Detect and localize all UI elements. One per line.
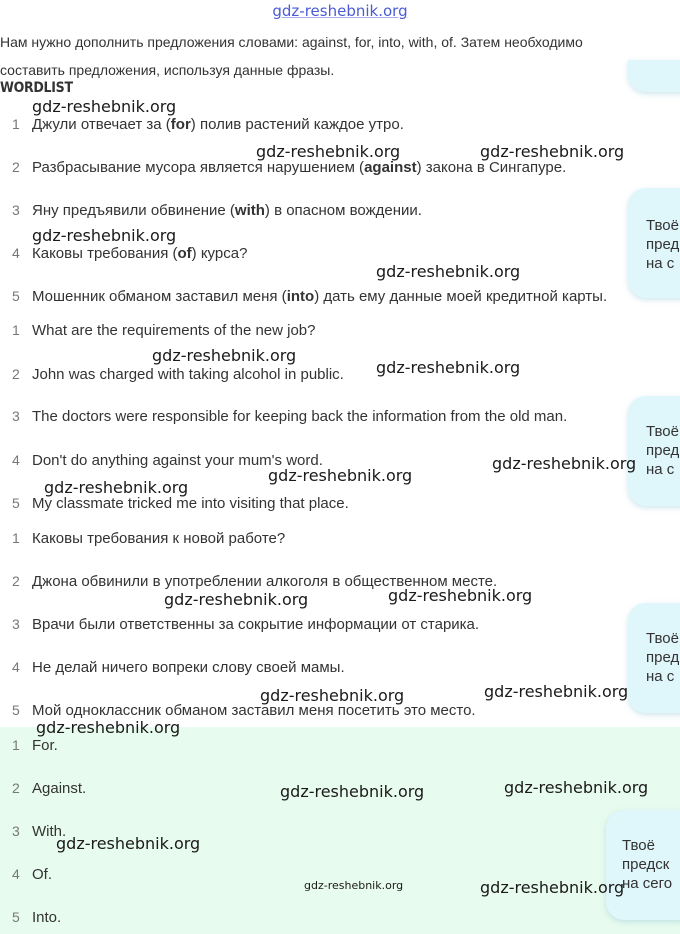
watermark: gdz-reshebnik.org	[480, 142, 625, 161]
item-text: Into.	[32, 909, 62, 926]
watermark: gdz-reshebnik.org	[152, 346, 297, 365]
list-item	[0, 530, 680, 552]
item-text: Джона обвинили в употреблении алкоголя в общественном месте.	[32, 573, 498, 590]
item-text: Не делай ничего вопреки слову своей мамы.	[32, 659, 345, 676]
item-text: Мой одноклассник обманом заставил меня посетить это место.	[32, 702, 476, 719]
watermark: gdz-reshebnik.org	[268, 466, 413, 485]
list-item	[0, 245, 680, 267]
list-item	[0, 495, 680, 517]
item-number: 3	[12, 408, 20, 424]
list-item	[0, 737, 680, 759]
item-number: 5	[12, 495, 20, 511]
list-item	[0, 823, 680, 845]
inserted-word: of	[177, 245, 192, 262]
item-text: Каковы требования к новой работе?	[32, 530, 286, 547]
list-item	[0, 288, 680, 310]
chat-bubble[interactable]: Твоё пред на с	[628, 603, 680, 713]
item-text: John was charged with taking alcohol in public.	[32, 366, 344, 383]
item-text: What are the requirements of the new job?	[32, 322, 316, 339]
list-item	[0, 780, 680, 802]
wordlist-heading: WORDLIST	[0, 80, 73, 96]
watermark: gdz-reshebnik.org	[44, 478, 189, 497]
list-item	[0, 159, 680, 181]
chat-bubble[interactable]: Твоё пред на с	[628, 188, 680, 298]
list-item	[0, 702, 680, 724]
list-item	[0, 202, 680, 224]
inserted-word: for	[170, 116, 191, 133]
list-item	[0, 452, 680, 474]
item-number: 5	[12, 909, 20, 925]
item-number: 2	[12, 780, 20, 796]
list-item	[0, 909, 680, 931]
item-number: 3	[12, 823, 20, 839]
list-item	[0, 573, 680, 595]
inserted-word: against	[364, 159, 417, 176]
item-text: The doctors were responsible for keeping back the information from the old man.	[32, 408, 568, 425]
list-item	[0, 366, 680, 388]
list-item	[0, 866, 680, 888]
item-number: 1	[12, 322, 20, 338]
task-description	[0, 28, 680, 84]
chat-bubble[interactable]: Твоё предск на сего	[606, 810, 680, 920]
watermark: gdz-reshebnik.org	[256, 142, 401, 161]
item-number: 2	[12, 573, 20, 589]
watermark: gdz-reshebnik.org	[164, 590, 309, 609]
item-number: 3	[12, 202, 20, 218]
site-link[interactable]: gdz-reshebnik.org	[272, 2, 408, 20]
item-number: 2	[12, 159, 20, 175]
item-text: Мошенник обманом заставил меня (into) дать ему данные моей кредитной карты.	[32, 288, 608, 305]
item-text: Don't do anything against your mum's word.	[32, 452, 323, 469]
watermark: gdz-reshebnik.org	[492, 454, 637, 473]
item-text: Of.	[32, 866, 53, 883]
item-text: My classmate tricked me into visiting that place.	[32, 495, 349, 512]
item-text: Врачи были ответственны за сокрытие информации от старика.	[32, 616, 480, 633]
watermark: gdz-reshebnik.org	[376, 358, 521, 377]
watermark: gdz-reshebnik.org	[304, 879, 404, 892]
item-number: 4	[12, 245, 20, 261]
item-number: 5	[12, 702, 20, 718]
item-number: 5	[12, 288, 20, 304]
watermark: gdz-reshebnik.org	[376, 262, 521, 281]
watermark: gdz-reshebnik.org	[480, 878, 625, 897]
watermark: gdz-reshebnik.org	[56, 834, 201, 853]
inserted-word: with	[234, 202, 265, 219]
item-text: With.	[32, 823, 67, 840]
item-number: 4	[12, 659, 20, 675]
item-number: 1	[12, 737, 20, 753]
watermark: gdz-reshebnik.org	[32, 97, 177, 116]
inserted-word: into	[286, 288, 315, 305]
watermark: gdz-reshebnik.org	[280, 782, 425, 801]
item-text: Разбрасывание мусора является нарушением (against) закона в Сингапуре.	[32, 159, 567, 176]
watermark: gdz-reshebnik.org	[484, 682, 629, 701]
item-text: Яну предъявили обвинение (with) в опасном вождении.	[32, 202, 422, 219]
list-item	[0, 116, 680, 138]
item-number: 2	[12, 366, 20, 382]
task-description-line-2: составить предложения, используя данные фразы.	[0, 62, 335, 78]
item-number: 3	[12, 616, 20, 632]
watermark: gdz-reshebnik.org	[260, 686, 405, 705]
item-number: 4	[12, 866, 20, 882]
watermark: gdz-reshebnik.org	[36, 718, 181, 737]
item-number: 4	[12, 452, 20, 468]
item-number: 1	[12, 530, 20, 546]
chat-bubble[interactable]: Твоё пред на с	[628, 396, 680, 506]
list-item	[0, 659, 680, 681]
item-text: Каковы требования (of) курса?	[32, 245, 248, 262]
item-text: For.	[32, 737, 58, 754]
task-description-line-1: Нам нужно дополнить предложения словами: against, for, into, with, of. Затем необходимо	[0, 34, 583, 50]
list-item	[0, 322, 680, 344]
watermark: gdz-reshebnik.org	[32, 226, 177, 245]
list-item	[0, 408, 680, 430]
item-number: 1	[12, 116, 20, 132]
item-text: Джули отвечает за (for) полив растений каждое утро.	[32, 116, 404, 133]
watermark: gdz-reshebnik.org	[388, 586, 533, 605]
chat-bubble-partial[interactable]	[628, 60, 680, 92]
watermark: gdz-reshebnik.org	[504, 778, 649, 797]
list-item	[0, 616, 680, 638]
item-text: Against.	[32, 780, 87, 797]
